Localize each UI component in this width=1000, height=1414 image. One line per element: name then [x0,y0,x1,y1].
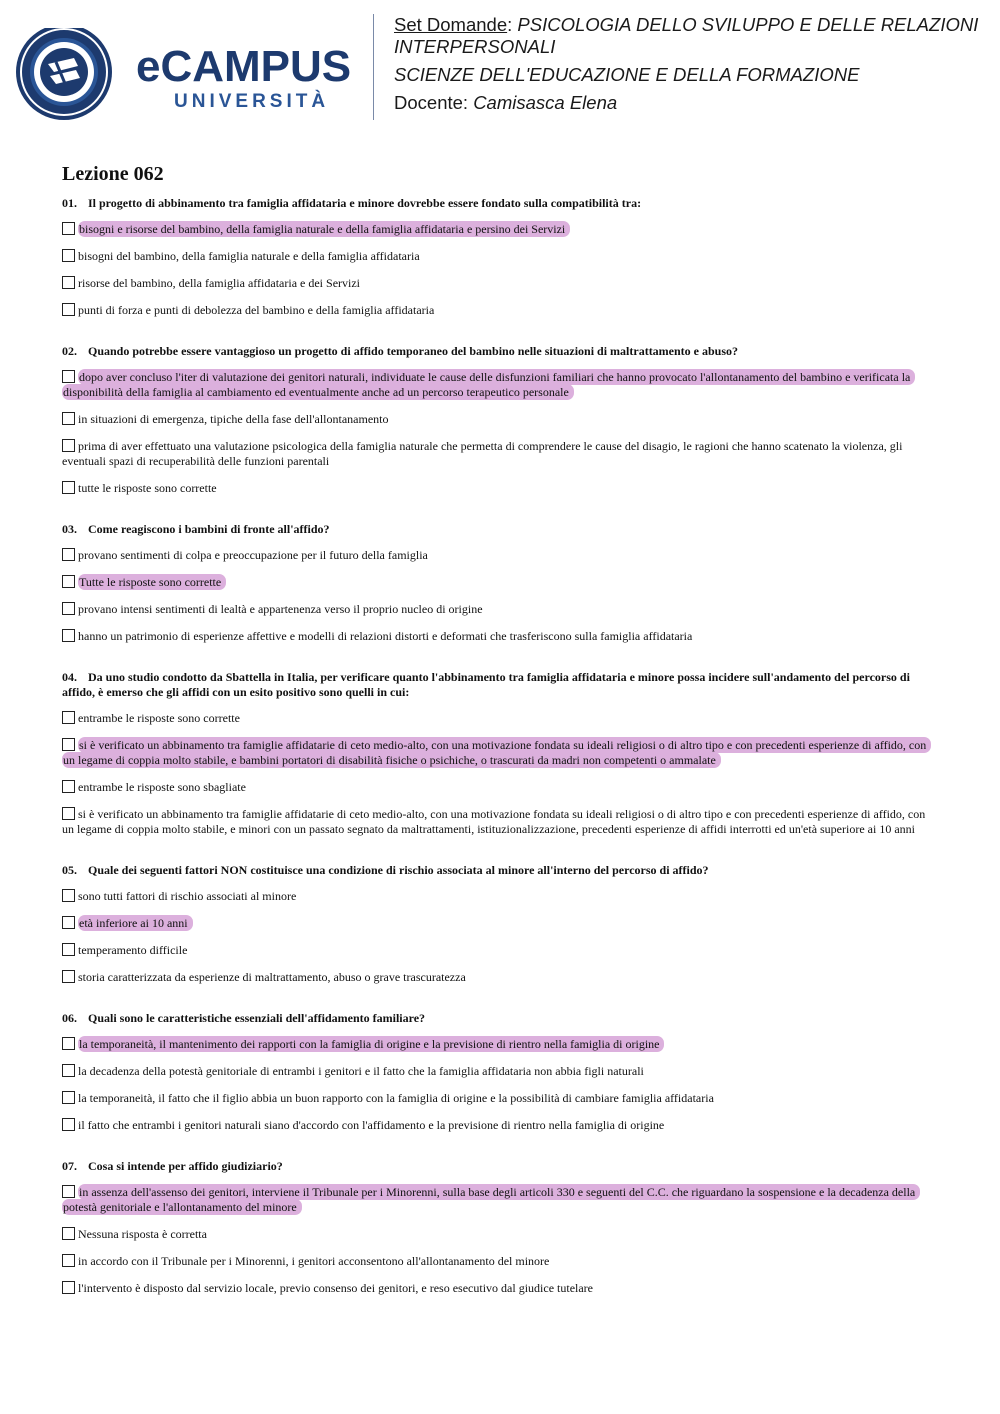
answer-option[interactable] [62,222,937,237]
answer-checkbox[interactable] [62,916,75,929]
faculty-name: SCIENZE DELL'EDUCAZIONE E DELLA FORMAZIONE [394,64,860,85]
answer-option[interactable] [62,943,937,958]
answer-option[interactable] [62,303,937,318]
set-separator: : [507,14,513,35]
answer-checkbox[interactable] [62,738,75,751]
question-text: Quando potrebbe essere vantaggioso un progetto di affido temporaneo del bambino nelle situazioni di maltrattamento e abuso? [88,344,739,358]
question-block [62,1011,937,1133]
answer-text: provano intensi sentimenti di lealtà e appartenenza verso il proprio nucleo di origine [78,602,483,616]
answer-checkbox[interactable] [62,1037,75,1050]
answer-option[interactable] [62,916,937,931]
answer-option[interactable] [62,711,937,726]
answer-text: il fatto che entrambi i genitori naturali siano d'accordo con l'affidamento e la previsione di rientro nella famiglia di origine [78,1118,665,1132]
answer-checkbox[interactable] [62,439,75,452]
answer-option[interactable] [62,276,937,291]
answer-text: l'intervento è disposto dal servizio locale, previo consenso dei genitori, e reso esecutivo dal giudice tutelare [78,1281,593,1295]
answer-option[interactable] [62,481,937,496]
docente-label: Docente: [394,92,469,113]
answer-text: Nessuna risposta è corretta [78,1227,207,1241]
answer-option[interactable] [62,1037,937,1052]
question-block [62,670,937,837]
answer-option[interactable] [62,1281,937,1296]
answer-option[interactable] [62,575,937,590]
answer-checkbox[interactable] [62,1254,75,1267]
set-label: Set Domande [394,14,508,35]
course-title-1: PSICOLOGIA DELLO SVILUPPO E DELLE RELAZIONI [517,14,979,35]
answer-option[interactable] [62,548,937,563]
answer-checkbox[interactable] [62,629,75,642]
answer-text: entrambe le risposte sono sbagliate [78,780,246,794]
question-title [62,1011,937,1026]
header-divider [373,14,374,120]
answer-option[interactable] [62,602,937,617]
answer-text: temperamento difficile [78,943,188,957]
answer-checkbox[interactable] [62,1281,75,1294]
question-text: Il progetto di abbinamento tra famiglia affidataria e minore dovrebbe essere fondato sulla compatibilità tra: [88,196,642,210]
questions-list [62,196,937,1322]
question-title [62,863,937,878]
answer-checkbox[interactable] [62,412,75,425]
question-number: 04. [62,670,77,684]
answer-text: si è verificato un abbinamento tra famiglie affidatarie di ceto medio-alto, con una motivazione fondata su ideali religiosi o di altro tipo e con precedenti esperienze di affido, con un legame di coppia molto stabile, e minori con un passato segnato da maltrattamenti, istituzionalizzazione, precedenti esperienze di affidi interrotti ed un'età superiore ai 10 anni [62,807,926,836]
answer-text: punti di forza e punti di debolezza del bambino e della famiglia affidataria [78,303,435,317]
question-title [62,670,937,700]
answer-text-highlighted: in assenza dell'assenso dei genitori, interviene il Tribunale per i Minorenni, sulla base degli articoli 330 e seguenti del C.C. che riguardano la sospensione e la decadenza della potestà genitoriale e l'allontanamento del minore [62,1184,920,1215]
answer-checkbox[interactable] [62,303,75,316]
question-block [62,863,937,985]
question-block [62,1159,937,1296]
answer-option[interactable] [62,1064,937,1079]
answer-option[interactable] [62,1185,937,1215]
answer-option[interactable] [62,1254,937,1269]
answer-option[interactable] [62,629,937,644]
answer-text: sono tutti fattori di rischio associati al minore [78,889,297,903]
answer-text: tutte le risposte sono corrette [78,481,217,495]
course-info [394,14,994,114]
answer-text: in situazioni di emergenza, tipiche della fase dell'allontanamento [78,412,389,426]
lesson-title: Lezione 062 [62,163,164,185]
answer-option[interactable] [62,780,937,795]
answer-text-highlighted: la temporaneità, il mantenimento dei rapporti con la famiglia di origine e la previsione di rientro nella famiglia di origine [78,1036,664,1052]
answer-checkbox[interactable] [62,1064,75,1077]
question-text: Come reagiscono i bambini di fronte all'affido? [88,522,330,536]
answer-option[interactable] [62,1118,937,1133]
answer-option[interactable] [62,1091,937,1106]
question-block [62,522,937,644]
answer-checkbox[interactable] [62,711,75,724]
answer-checkbox[interactable] [62,970,75,983]
answer-option[interactable] [62,807,937,837]
answer-checkbox[interactable] [62,1091,75,1104]
answer-text: provano sentimenti di colpa e preoccupazione per il futuro della famiglia [78,548,428,562]
question-number: 03. [62,522,77,536]
answer-text-highlighted: si è verificato un abbinamento tra famiglie affidatarie di ceto medio-alto, con una motivazione fondata su ideali religiosi o di altro tipo e con precedenti esperienze di affido, con un legame di coppia molto stabile, e bambini portatori di disabilità fisiche o psichiche, o trascurati da madri non competenti o ammalate [62,737,931,768]
question-title [62,1159,937,1174]
question-number: 05. [62,863,77,877]
answer-text-highlighted: dopo aver concluso l'iter di valutazione dei genitori naturali, individuate le cause delle disfunzioni familiari che hanno provocato l'allontanamento del bambino e verificata la disponibilità della famiglia al cambiamento ed eventualmente anche ad un percorso terapeutico personale [62,369,915,400]
logo-sub-text: UNIVERSITÀ [174,91,330,112]
answer-text: bisogni del bambino, della famiglia naturale e della famiglia affidataria [78,249,420,263]
answer-text: risorse del bambino, della famiglia affidataria e dei Servizi [78,276,361,290]
answer-checkbox[interactable] [62,1185,75,1198]
answer-text-highlighted: Tutte le risposte sono corrette [78,574,226,590]
answer-checkbox[interactable] [62,807,75,820]
question-number: 02. [62,344,77,358]
docente-name: Camisasca Elena [473,92,618,113]
question-text: Cosa si intende per affido giudiziario? [88,1159,283,1173]
answer-checkbox[interactable] [62,575,75,588]
answer-checkbox[interactable] [62,276,75,289]
question-number: 07. [62,1159,77,1173]
answer-text: la decadenza della potestà genitoriale di entrambi i genitori e il fatto che la famiglia affidataria non abbia figli naturali [78,1064,644,1078]
question-title [62,196,937,211]
answer-checkbox[interactable] [62,943,75,956]
answer-option[interactable] [62,439,937,469]
question-number: 06. [62,1011,77,1025]
answer-option[interactable] [62,370,937,400]
answer-text-highlighted: bisogni e risorse del bambino, della famiglia naturale e della famiglia affidataria e persino dei Servizi [78,221,570,237]
answer-checkbox[interactable] [62,602,75,615]
page-header [0,0,1000,130]
answer-text: storia caratterizzata da esperienze di maltrattamento, abuso o grave trascuratezza [78,970,466,984]
answer-checkbox[interactable] [62,780,75,793]
answer-checkbox[interactable] [62,548,75,561]
answer-option[interactable] [62,970,937,985]
answer-option[interactable] [62,738,937,768]
answer-checkbox[interactable] [62,1227,75,1240]
answer-text: la temporaneità, il fatto che il figlio abbia un buon rapporto con la famiglia di origine e la possibilità di cambiare famiglia affidataria [78,1091,714,1105]
question-block [62,196,937,318]
question-number: 01. [62,196,77,210]
answer-option[interactable] [62,249,937,264]
question-title [62,522,937,537]
answer-checkbox[interactable] [62,1118,75,1131]
answer-option[interactable] [62,889,937,904]
answer-checkbox[interactable] [62,249,75,262]
answer-checkbox[interactable] [62,481,75,494]
answer-text: prima di aver effettuato una valutazione psicologica della famiglia naturale che permetta di comprendere le cause del disagio, le ragioni che hanno scatenato la violenza, gli eventuali spazi di recuperabilità delle funzioni parentali [62,439,903,468]
question-text: Quale dei seguenti fattori NON costituisce una condizione di rischio associata al minore all'interno del percorso di affido? [88,863,709,877]
answer-checkbox[interactable] [62,889,75,902]
logo-brand-text: eCAMPUS [136,42,352,91]
answer-text: in accordo con il Tribunale per i Minorenni, i genitori acconsentono all'allontanamento del minore [78,1254,550,1268]
question-title [62,344,937,359]
answer-checkbox[interactable] [62,222,75,235]
answer-text: entrambe le risposte sono corrette [78,711,240,725]
question-block [62,344,937,496]
question-text: Quali sono le caratteristiche essenziali dell'affidamento familiare? [88,1011,426,1025]
ecampus-logo [14,28,374,120]
answer-text: hanno un patrimonio di esperienze affettive e modelli di relazioni distorti e deformati che trasferiscono sulla famiglia affidataria [78,629,693,643]
course-title-2: INTERPERSONALI [394,36,556,57]
answer-option[interactable] [62,412,937,427]
answer-option[interactable] [62,1227,937,1242]
answer-text-highlighted: età inferiore ai 10 anni [78,915,193,931]
question-text: Da uno studio condotto da Sbattella in Italia, per verificare quanto l'abbinamento tra famiglia affidataria e minore possa incidere sull'andamento del percorso di affido, è emerso che gli affidi con un esito positivo sono quelli in cui: [62,670,910,699]
answer-checkbox[interactable] [62,370,75,383]
